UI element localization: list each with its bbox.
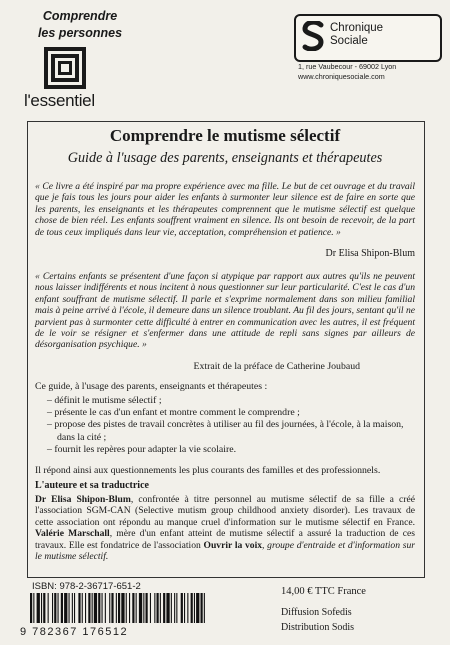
author-name: Dr Elisa Shipon-Blum [35,494,131,505]
publisher-address: 1, rue Vaubecour - 69002 Lyon [298,62,397,71]
series-line-2: les personnes [37,26,123,40]
quote-author-signature: Dr Elisa Shipon-Blum [325,248,415,259]
bio-text-c: , groupe d'entraide et d'information sur le mutisme sélectif. [35,539,415,563]
barcode-icon [30,593,206,629]
quote-preface: « Certains enfants se présentent d'une façon si atypique par rapport aux autres qu'ils ne peuvent nous laisser indifférents et nous incitent à nous questionner sur leur particularité. C'est le cas d'un enfant souffrant de mutisme sélectif. Il parle et s'exprime normalement dans son milieu familial mais à peine arrivé à l'école, il demeure dans un silence troublant. Au fil des jours, sentant qu'il ne parvient pas à surmonter cette difficulté à entrer en communication avec les autres, il est fréquent de le voir se résigner et s'enfermer dans une attitude de repli sans signes par ailleurs de désorganisation psychique. » [35,271,415,351]
bio-text-b: , mère d'un enfant atteint de mutisme sélectif a assuré la traduction de ces travaux. Elle est fondatrice de l'association [35,528,415,551]
series-line-1: Comprendre [42,9,118,23]
list-item: – présente le cas d'un enfant et montre comment le comprendre ; [47,407,300,419]
distribution-line: Diffusion Sofedis [281,607,352,618]
guide-intro: Ce guide, à l'usage des parents, enseignants et thérapeutes : [35,381,268,392]
chronique-sociale-logo [301,21,325,51]
guide-conclusion: Il répond ainsi aux questionnements les plus courants des familles et des professionnels. [35,465,381,476]
distribution-line: Distribution Sodis [281,622,355,633]
publisher-name-line-2: Sociale [330,35,368,47]
association-name: Ouvrir la voix [203,539,263,551]
guide-list [47,395,407,456]
list-item: – propose des pistes de travail concrètes à utiliser au fil des journées, à l'école, à la maison, dans la cité ; [47,419,404,443]
barcode-digits: 9 782367 176512 [20,626,129,638]
list-item: – fournit les repères pour adapter la vie scolaire. [47,443,237,455]
publisher-website: www.chroniquesociale.com [298,71,385,81]
authors-bio [35,494,415,562]
book-title: Comprendre le mutisme sélectif [109,126,341,145]
quote-preface-source: Extrait de la préface de Catherine Joubaud [193,361,360,372]
bio-text-a: , confrontée à titre personnel au mutisme sélectif de sa fille a créé l'association SGM-CAN (Selective mutism group childhood anxiety disorder). Les travaux de cette association ont répondu au manque cruel d'information sur le mutisme sélectif en France. [35,494,415,528]
isbn: ISBN: 978-2-36717-651-2 [32,581,141,592]
publisher-name-line-1: Chronique [330,22,384,34]
price: 14,00 € TTC France [281,586,366,597]
translator-name: Valérie Marschall [35,528,110,540]
collection-name: l'essentiel [24,91,95,110]
list-item: – définit le mutisme sélectif ; [47,395,162,406]
series-name [34,8,126,42]
book-subtitle: Guide à l'usage des parents, enseignants et thérapeutes [67,150,383,166]
nested-squares-icon [44,47,86,89]
quote-author: « Ce livre a été inspiré par ma propre expérience avec ma fille. Le but de cet ouvrage et du travail que je fais tous les jours pour aider les enfants à surmonter leur silence est de faire en sorte que les parents, les enseignants et les thérapeutes comprennent que le mutisme sélectif est quelque chose de bien réel. Les enfants souffrent vraiment en silence. Ils ont besoin de recevoir, de la part de tous ceux impliqués dans leur vie, acceptation, compréhension et patience. » [35,181,415,238]
authors-heading: L'auteure et sa traductrice [35,480,149,491]
publisher-name [330,22,383,48]
publisher-address-block [298,62,448,81]
